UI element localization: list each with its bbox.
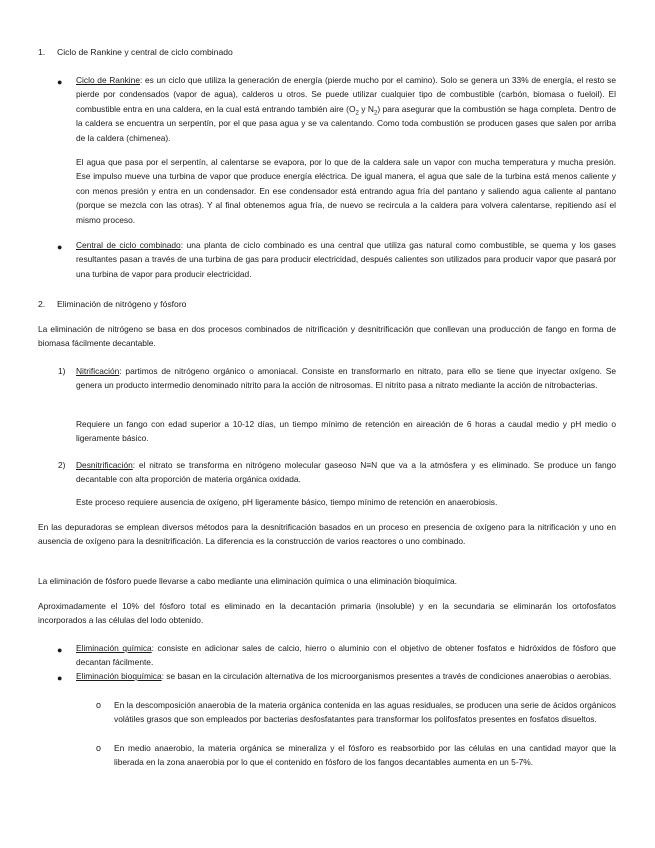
quimica-term: Eliminación química <box>76 643 152 653</box>
sub-bullet-icon: o <box>96 700 102 710</box>
nitrogen-intro-paragraph: La eliminación de nitrógeno se basa en dos procesos combinados de nitrificación y desnitrificación que conllevan una producción de fango en forma de biomasa fácilmente decantable. <box>38 324 616 349</box>
sub-bullet-icon: o <box>96 743 102 753</box>
phosphorus-percent-paragraph: Aproximadamente el 10% del fósforo total es eliminado en la decantación primaria (insoluble) y en la secundaria se eliminarán los ortofosfatos incorporados a las células del lodo obtenido. <box>38 601 616 626</box>
rankine-term: Ciclo de Rankine <box>76 75 140 85</box>
rankine-paragraph-2: El agua que pasa por el serpentín, al calentarse se evapora, por lo que de la caldera sale un vapor con mucha temperatura y mucha presión. Ese impulso mueve una turbina de vapor que produce energía eléctrica. De igual manera, el agua que sale de la turbina está menos caliente y con menos presión y entra en un condensador. En ese condensador está entrando agua fría del pantano y saliendo agua caliente al pantano (porque se mezcla con las otras). Y al final obtenemos agua fría, de nuevo se recircula a la caldera para volvera calentarse, repitiendo así el mismo proceso. <box>76 157 616 225</box>
list-number: 1) <box>58 366 66 376</box>
bioquimica-sub-item: En medio anaerobio, la materia orgánica se mineraliza y el fósforo es reabsorbido por las células en una cantidad mayor que la liberada en la zona anaerobia por lo que el contenido en fósforo de los fangos decantables aumenta en un 5-7%. <box>114 743 616 768</box>
bullet-icon: ● <box>57 645 63 655</box>
bioquimica-sub-item: En la descomposición anaerobia de la materia orgánica contenida en las aguas residuales, se producen una serie de ácidos orgánicos volátiles grasos que son empleados por bacterias desfosfatantes para transformar los polifosfatos presentes en fosfatos disueltos. <box>114 700 616 725</box>
desnitrificacion-paragraph-2: Este proceso requiere ausencia de oxígeno, pH ligeramente básico, tiempo mínimo de retención en anaerobiosis. <box>76 497 498 507</box>
section-number: 2. <box>38 299 46 309</box>
bullet-icon: ● <box>57 242 63 252</box>
bioquimica-paragraph: Eliminación bioquímica: se basan en la circulación alternativa de los microorganismos presentes a través de condiciones anaerobias o aerobias. <box>76 671 612 681</box>
combinado-term: Central de ciclo combinado <box>76 240 181 250</box>
list-number: 2) <box>58 460 66 470</box>
section-number: 1. <box>38 47 46 57</box>
combinado-paragraph: Central de ciclo combinado: una planta de ciclo combinado es una central que utiliza gas natural como combustible, se quema y los gases resultantes pasan a través de una turbina de gas para producir electricidad, después calientes son utilizados para producir vapor que pasará por una turbina de vapor para producir electricidad. <box>76 240 616 279</box>
bullet-icon: ● <box>57 673 63 683</box>
section-title: Eliminación de nitrógeno y fósforo <box>57 299 187 309</box>
section-title: Ciclo de Rankine y central de ciclo combinado <box>57 47 233 57</box>
phosphorus-intro-paragraph: La eliminación de fósforo puede llevarse a cabo mediante una eliminación química o una eliminación bioquímica. <box>38 576 457 586</box>
desnitrificacion-term: Desnitrificación <box>76 460 133 470</box>
nitrificacion-paragraph-2: Requiere un fango con edad superior a 10-12 días, un tiempo mínimo de retención en aireación de 6 horas a caudal medio y pH medio o ligeramente básico. <box>76 419 616 444</box>
quimica-paragraph: Eliminación química: consiste en adicionar sales de calcio, hierro o aluminio con el objetivo de obtener fosfatos e hidróxidos de fósforo que decantan fácilmente. <box>76 643 616 668</box>
rankine-paragraph: Ciclo de Rankine: es un ciclo que utiliza la generación de energía (pierde mucho por el camino). Solo se genera un 33% de energía, el resto se pierde por condensados (vapor de agua), calderos u otros. Se puede utilizar cualquier tipo de combustible (carbón, biomasa o fueloil). El combustible entra en una caldera, en la cual está entrando también aire ($O_2$ y $N_2$) para asegurar que la combustión se haga completa. Dentro de la caldera se encuentra un serpentín, por el que pasa agua y se va calentando. Como toda combustión se producen gases que salen por arriba de la caldera (chimenea). <box>76 75 617 143</box>
bioquimica-term: Eliminación bioquímica <box>76 671 162 681</box>
bullet-icon: ● <box>57 77 63 87</box>
depuradoras-paragraph: En las depuradoras se emplean diversos métodos para la desnitrificación basados en un proceso en presencia de oxígeno para la nitrificación y uno en ausencia de oxígeno para la desnitrificación. La diferencia es la construcción de varios reactores o uno combinado. <box>38 522 616 547</box>
nitrificacion-term: Nitrificación <box>76 366 120 376</box>
nitrificacion-paragraph: Nitrificación: partimos de nitrógeno orgánico o amoniacal. Consiste en transformarlo en nitrato, para ello se tiene que inyectar oxígeno. Se genera un producto intermedio denominado nitrito para la acción de nitrosomas. El nitrito pasa a nitrato mediante la acción de nitrobacterias. <box>76 366 616 391</box>
desnitrificacion-paragraph: Desnitrificación: el nitrato se transforma en nitrógeno molecular gaseoso N≡N que va a la atmósfera y es eliminado. Se produce un fango decantable con alta proporción de materia orgánica oxidada. <box>76 460 616 485</box>
